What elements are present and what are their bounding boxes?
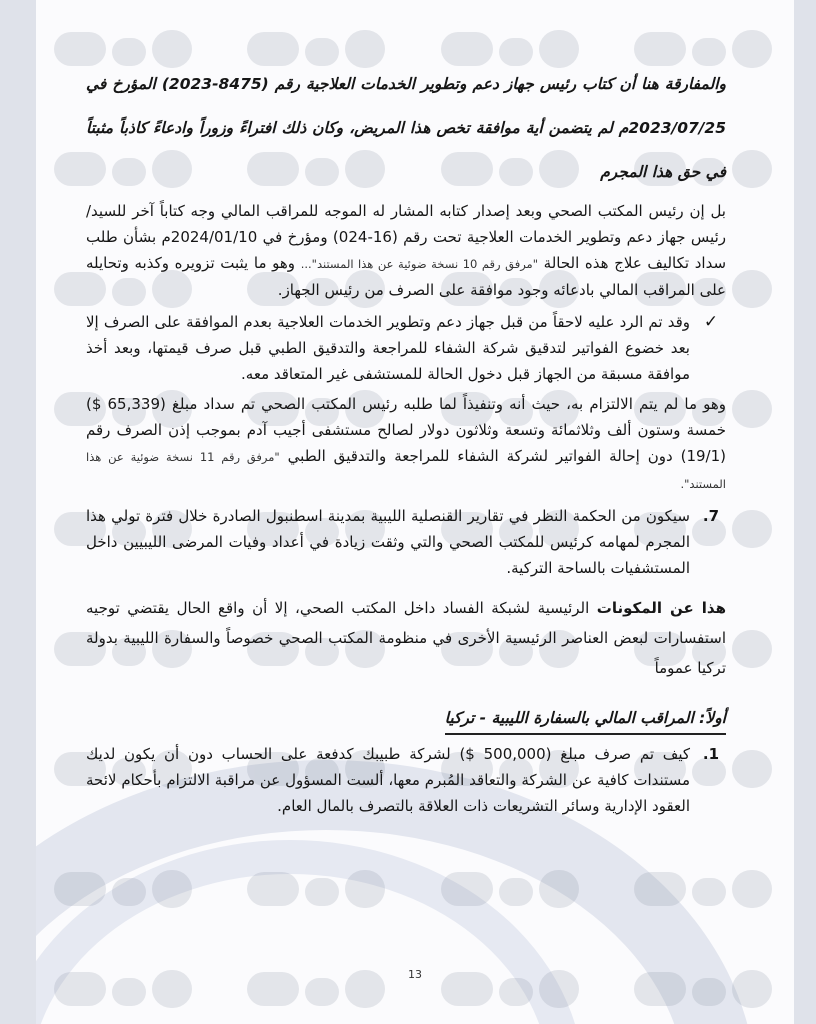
numbered-item-1: [86, 741, 726, 819]
numbered-item-7: [86, 503, 726, 581]
document-body: [86, 62, 726, 819]
paragraph-text-end: وهو ما يثبت تزويره وكذبه وتحايله على المراقب المالي بادعائه وجود موافقة على الصرف من رئيس الجهاز.: [86, 254, 726, 299]
item-text: سيكون من الحكمة النظر في تقارير القنصلية الليبية بمدينة اسطنبول الصادرة خلال فترة تولي هذا المجرم لمهامه كرئيس للمكتب الصحي والتي وثقت زيادة في أعداد وفيات المرضى الليبيين داخل المستشفيات بالساحة التركية.: [86, 507, 690, 577]
right-margin-strip: [794, 0, 816, 1024]
paragraph-text: الرئيسية لشبكة الفساد داخل المكتب الصحي، إلا أن واقع الحال يقتضي توجيه استفسارات لبعض العناصر الرئيسية الأخرى في منظومة المكتب الصحي خصوصاً والسفارة الليبية بدولة تركيا عموماً: [86, 599, 726, 677]
page-number: 13: [408, 968, 422, 981]
item-text: كيف تم صرف مبلغ (500,000 $) لشركة طبيبك كدفعة على الحساب دون أن يكون لديك مستندات كافية عن الشركة والتعاقد المُبرم معها، ألست المسؤول عن مراقبة الالتزام بأحكام لائحة العقود الإدارية وسائر التشريعات ذات العلاقة بالتصرف بالمال العام.: [86, 745, 690, 815]
document-page[interactable]: [36, 0, 794, 1024]
paragraph-text: بل إن رئيس المكتب الصحي وبعد إصدار كتابه المشار له الموجه للمراقب المالي وجه كتاباً آخر للسيد/ رئيس جهاز دعم وتطوير الخدمات العلاجية تحت رقم (16-024) ومؤرخ في 2024/01/10م بشأن طلب سداد تكاليف علاج هذه الحالة: [86, 202, 727, 272]
left-margin-strip: [0, 0, 36, 1024]
paragraph-text: وهو ما لم يتم الالتزام به، حيث أنه وتنفيذاً لما طلبه رئيس المكتب الصحي تم سداد مبلغ (65,339 $) خمسة وستون ألف وثلاثمائة وتسعة وثلاثون دولار لصالح مستشفى أجيب آدم بموجب إذن الصرف رقم (19/1) دون إحالة الفواتير لشركة الشفاء للمراجعة والتدقيق الطبي: [86, 395, 726, 465]
check-list-item: [86, 309, 726, 387]
paragraph-components: [86, 593, 726, 683]
bold-lead-in: هذا عن المكونات: [596, 599, 726, 617]
paragraph-payment: [86, 391, 726, 497]
paragraph-second-letter: [86, 198, 726, 303]
check-item-text: وقد تم الرد عليه لاحقاً من قبل جهاز دعم وتطوير الخدمات العلاجية بعدم الموافقة على الصرف إلا بعد خضوع الفواتير لتدقيق شركة الشفاء للمراجعة والتدقيق الطبي قبل صرف قيمتها، وبعد أخذ موافقة مسبقة من الجهاز قبل دخول الحالة للمستشفى غير المتعاقد معه.: [86, 313, 690, 383]
checkmark-icon: ✓: [703, 312, 719, 332]
intro-bold-paragraph: والمفارقة هنا أن كتاب رئيس جهاز دعم وتطوير الخدمات العلاجية رقم (8475-2023) المؤرخ في 2023/07/25م لم يتضمن أية موافقة تخص هذا المريض، وكان ذلك افتراءً وزوراً وادعاءً كاذباً مثبتاً في حق هذا المجرم: [86, 75, 726, 181]
attachment-note: "مرفق رقم 11 نسخة ضوئية عن هذا المستند".: [86, 450, 726, 491]
section-heading: أولاً: المراقب المالي بالسفارة الليبية - تركيا: [445, 705, 726, 735]
attachment-note: "مرفق رقم 10 نسخة ضوئية عن هذا المستند"...: [300, 257, 538, 271]
item-number: 1.: [702, 745, 720, 763]
item-number: 7.: [702, 507, 720, 525]
